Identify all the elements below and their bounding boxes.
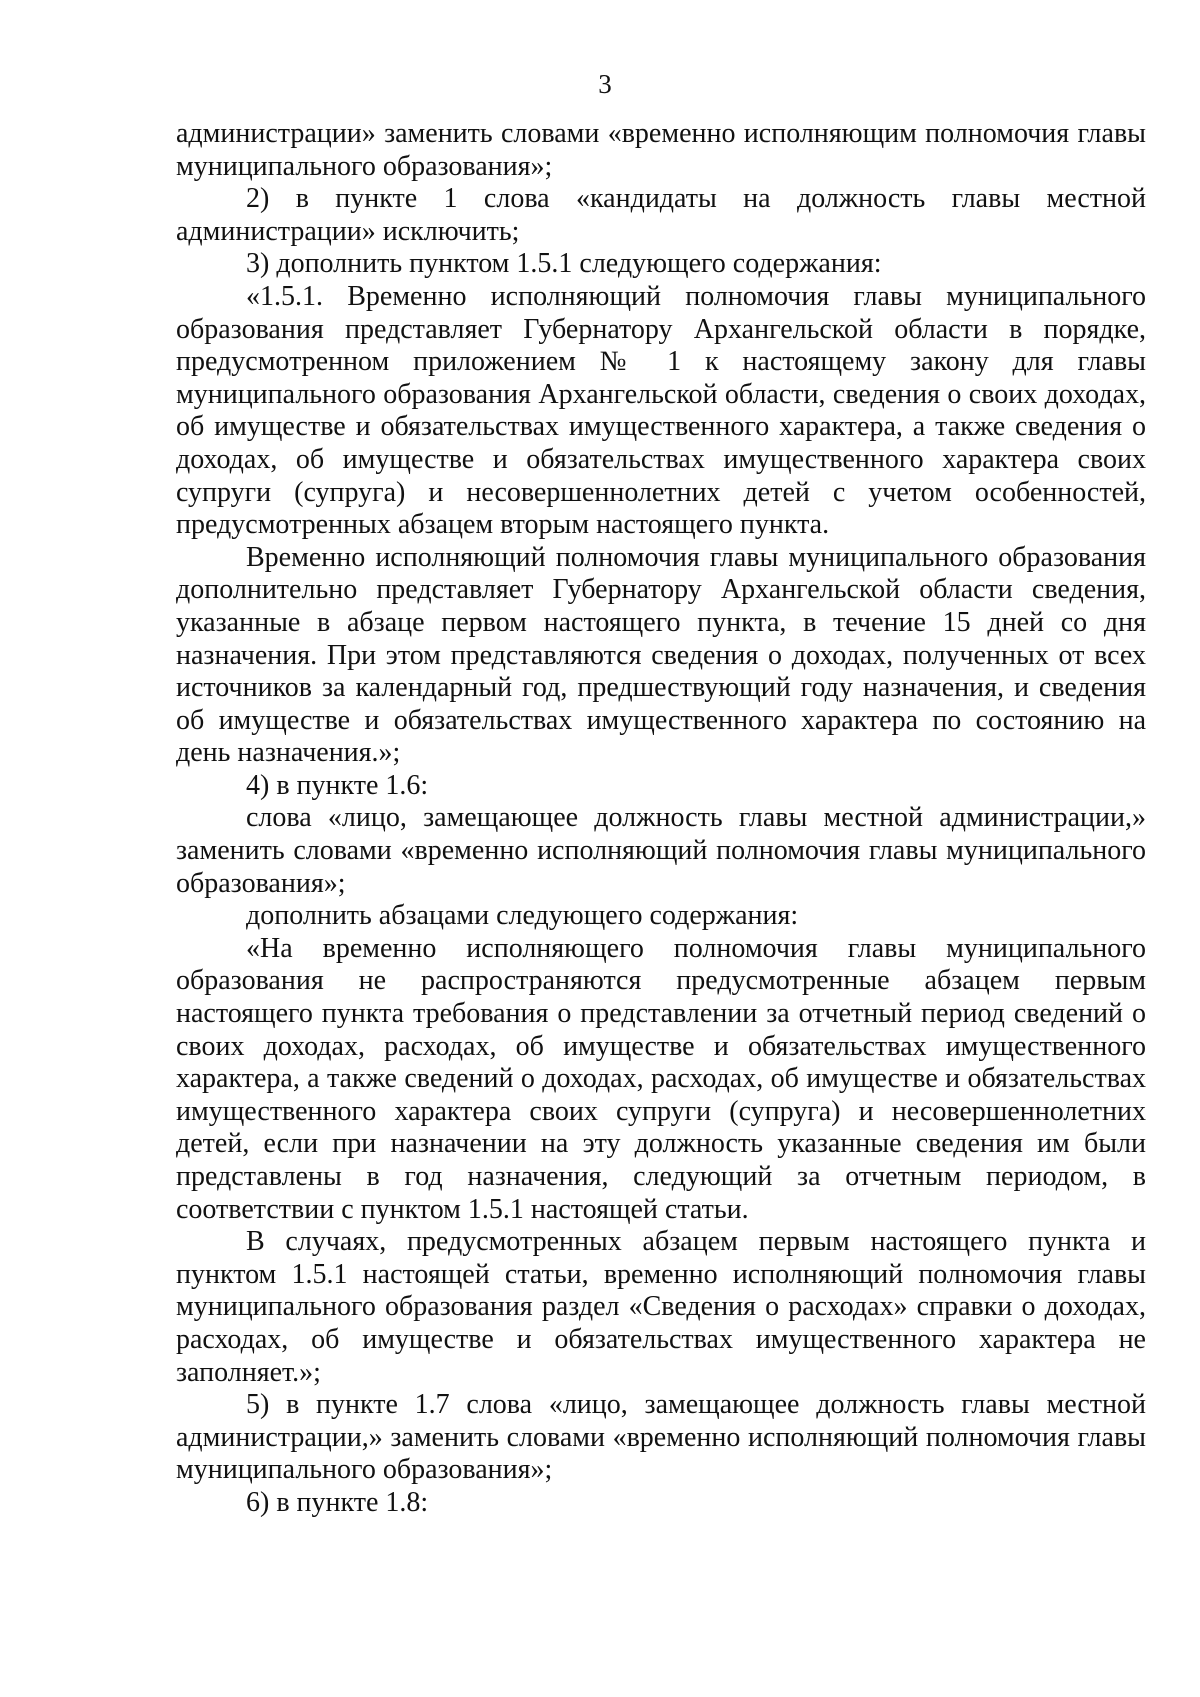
paragraph-item-3: 3) дополнить пунктом 1.5.1 следующего содержания: xyxy=(246,248,882,280)
page-number: 3 xyxy=(598,69,612,99)
paragraph-exemption: «На временно исполняющего полномочия главы муниципального образования не распространяются предусмотренные абзацем первым настоящего пункта требования о представлении за отчетный период сведений о своих доходах, расходах, об имуществе и обязательствах имущественного характера, а также сведений о доходах, расходах, об имуществе и обязательствах имущественного характера своих супруги (супруга) и несовершеннолетних детей, если при назначении на эту должность указанные сведения им были представлены в год назначения, следующий за отчетным периодом, в соответствии с пунктом 1.5.1 настоящей статьи. xyxy=(176,932,1146,1225)
paragraph-clause-1-5-1-second: Временно исполняющий полномочия главы муниципального образования дополнительно представляет Губернатору Архангельской области сведения, указанные в абзаце первом настоящего пункта, в течение 15 дней со дня назначения. При этом представляются сведения о доходах, полученных от всех источников за календарный год, предшествующий году назначения, и сведения об имуществе и обязательствах имущественного характера по состоянию на день назначения.»; xyxy=(176,541,1146,769)
paragraph-cases: В случаях, предусмотренных абзацем первым настоящего пункта и пунктом 1.5.1 настоящей статьи, временно исполняющий полномочия главы муниципального образования раздел «Сведения о расходах» справки о доходах, расходах, об имуществе и обязательствах имущественного характера не заполняет.»; xyxy=(176,1226,1146,1388)
paragraph-item-4-words: слова «лицо, замещающее должность главы местной администрации,» заменить словами «временно исполняющий полномочия главы муниципального образования»; xyxy=(176,802,1146,899)
paragraph-clause-1-5-1: «1.5.1. Временно исполняющий полномочия главы муниципального образования представляет Губернатору Архангельской области в порядке, предусмотренном приложением № 1 к настоящему закону для главы муниципального образования Архангельской области, сведения о своих доходах, об имуществе и обязательствах имущественного характера, а также сведения о доходах, об имуществе и обязательствах имущественного характера своих супруги (супруга) и несовершеннолетних детей с учетом особенностей, предусмотренных абзацем вторым настоящего пункта. xyxy=(176,280,1146,541)
paragraph-item-5: 5) в пункте 1.7 слова «лицо, замещающее должность главы местной администрации,» заменить словами «временно исполняющий полномочия главы муниципального образования»; xyxy=(176,1389,1146,1486)
paragraph-item-4: 4) в пункте 1.6: xyxy=(246,769,429,801)
paragraph-item-4-add: дополнить абзацами следующего содержания: xyxy=(246,900,799,932)
paragraph-item-6: 6) в пункте 1.8: xyxy=(246,1486,429,1518)
document-body xyxy=(176,118,1146,1520)
paragraph-item-2: 2) в пункте 1 слова «кандидаты на должность главы местной администрации» исключить; xyxy=(176,183,1146,247)
paragraph-continuation: администрации» заменить словами «временно исполняющим полномочия главы муниципального образования»; xyxy=(176,118,1146,182)
